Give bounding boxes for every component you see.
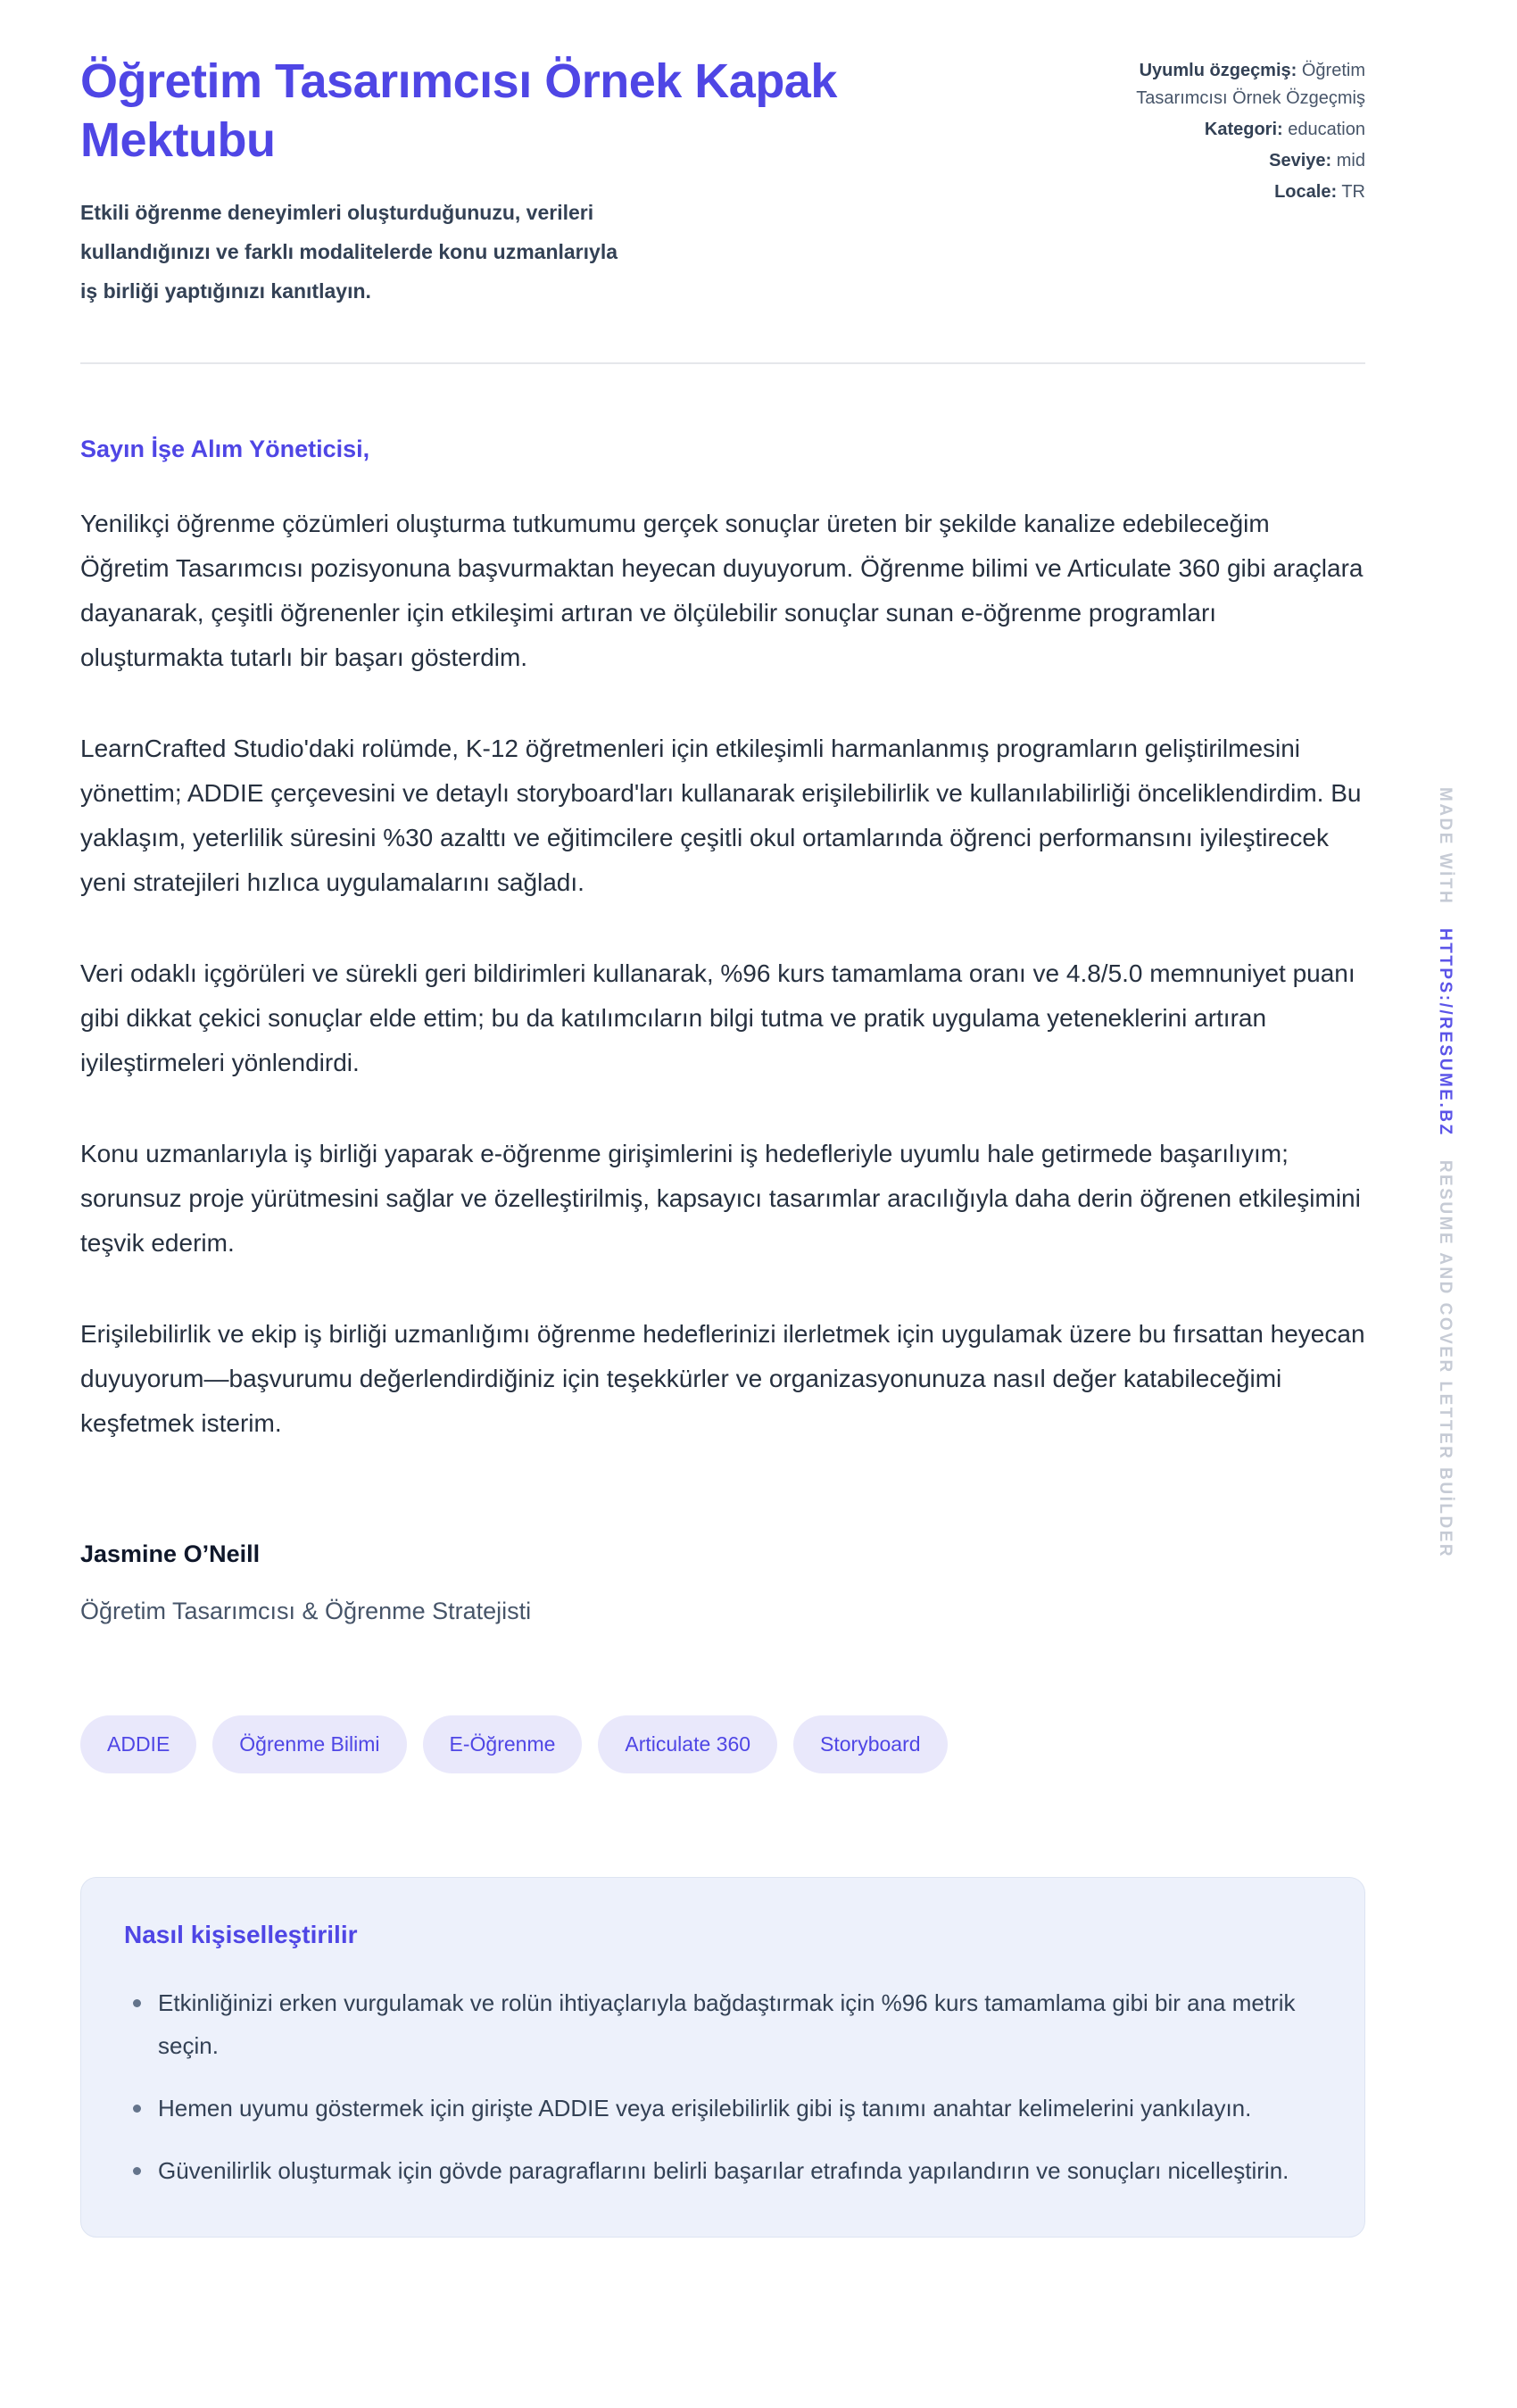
tag-pill[interactable]: Storyboard xyxy=(793,1715,948,1773)
tip-item: Etkinliğinizi erken vurgulamak ve rolün ihtiyaçlarıyla bağdaştırmak için %96 kurs tamamlama gibi bir ana metrik seçin. xyxy=(124,1981,1322,2067)
tag-pill[interactable]: Articulate 360 xyxy=(598,1715,777,1773)
meta-row-matching-resume xyxy=(1062,57,1365,112)
letter-paragraphs xyxy=(80,502,1365,1446)
meta-panel xyxy=(1062,52,1365,210)
page-subtitle: Etkili öğrenme deneyimleri oluşturduğunuzu, verileri kullandığınızı ve farklı modalitelerde konu uzmanlarıyla iş birliği yaptığınızı kanıtlayın. xyxy=(80,201,618,303)
letter-paragraph: Yenilikçi öğrenme çözümleri oluşturma tutkumumu gerçek sonuçlar üreten bir şekilde kanalize edebileceğim Öğretim Tasarımcısı pozisyonuna başvurmaktan heyecan duyuyorum. Öğrenme bilimi ve Articulate 360 gibi araçlara dayanarak, çeşitli öğrenenler için etkileşimi artıran ve ölçülebilir sonuçlar sunan e-öğrenme programları oluşturmakta tutarlı bir başarı gösterdim. xyxy=(80,510,1364,671)
tag-pill[interactable]: Öğrenme Bilimi xyxy=(212,1715,406,1773)
level-value: mid xyxy=(1336,151,1365,170)
watermark-suffix: RESUME AND COVER LETTER BUİLDER xyxy=(1436,1159,1455,1559)
letter-paragraph: Veri odaklı içgörüleri ve sürekli geri bildirimleri kullanarak, %96 kurs tamamlama oranı ve 4.8/5.0 memnuniyet puanı gibi dikkat çekici sonuçlar elde ettim; bu da katılımcıların bilgi tutma ve pratik uygulama yeteneklerini artıran iyileştirmeleri yönlendirdi. xyxy=(80,959,1355,1076)
header-divider xyxy=(80,362,1365,364)
tip-item: Güvenilirlik oluşturmak için gövde paragraflarını belirli başarılar etrafında yapılandırın ve sonuçları nicelleştirin. xyxy=(124,2149,1322,2192)
tag-pill[interactable]: ADDIE xyxy=(80,1715,196,1773)
header-title-block xyxy=(80,52,1044,311)
category-label: Kategori: xyxy=(1204,120,1283,139)
tip-list xyxy=(124,1981,1322,2192)
letter-paragraph: LearnCrafted Studio'daki rolümde, K-12 öğretmenleri için etkileşimli harmanlanmış programların geliştirilmesini yönettim; ADDIE çerçevesini ve detaylı storyboard'ları kullanarak erişilebilirlik ve kullanılabilirliği önceliklendirdim. Bu yaklaşım, yeterlilik süresini %30 azalttı ve eğitimcilere çeşitli okul ortamlarında öğrenci performansını iyileştirecek yeni stratejileri hızlıca uygulamalarını sağladı. xyxy=(80,735,1362,896)
signature-name: Jasmine O’Neill xyxy=(80,1540,261,1567)
resume-bz-link[interactable]: HTTPS://RESUME.BZ xyxy=(1436,928,1455,1137)
letter-paragraph: Erişilebilirlik ve ekip iş birliği uzmanlığımı öğrenme hedeflerinizi ilerletmek için uygulamak üzere bu fırsattan heyecan duyuyorum—başvurumu değerlendirdiğiniz için teşekkürler ve organizasyonunuza nasıl değer katabileceğimi keşfetmek isterim. xyxy=(80,1320,1365,1437)
level-label: Seviye: xyxy=(1269,151,1332,170)
tag-list xyxy=(80,1715,1365,1773)
how-to-personalize-box xyxy=(80,1877,1365,2238)
greeting: Sayın İşe Alım Yöneticisi, xyxy=(80,436,370,462)
locale-value: TR xyxy=(1341,182,1365,202)
letter-body xyxy=(80,434,1365,1626)
meta-row-level xyxy=(1062,147,1365,175)
category-value: education xyxy=(1288,120,1365,139)
locale-label: Locale: xyxy=(1274,182,1338,202)
tag-pill[interactable]: E-Öğrenme xyxy=(423,1715,583,1773)
meta-row-category xyxy=(1062,116,1365,144)
letter-paragraph: Konu uzmanlarıyla iş birliği yaparak e-öğrenme girişimlerini iş hedefleriyle uyumlu hale getirmede başarılıyım; sorunsuz proje yürütmesini sağlar ve özelleştirilmiş, kapsayıcı tasarımlar aracılığıyla daha derin öğrenen etkileşimini teşvik ederim. xyxy=(80,1140,1361,1257)
signature-title: Öğretim Tasarımcısı & Öğrenme Stratejisti xyxy=(80,1598,532,1624)
page-title: Öğretim Tasarımcısı Örnek Kapak Mektubu xyxy=(80,54,837,167)
header xyxy=(80,52,1365,311)
made-with-watermark xyxy=(1435,787,1455,1558)
meta-row-locale xyxy=(1062,179,1365,206)
tipbox-title: Nasıl kişiselleştirilir xyxy=(124,1921,358,1948)
matching-resume-label: Uyumlu özgeçmiş: xyxy=(1139,61,1297,80)
watermark-prefix: MADE WİTH xyxy=(1436,787,1455,906)
matching-resume-link[interactable]: Öğretim Tasarımcısı Örnek Özgeçmiş xyxy=(1136,61,1365,108)
tip-item: Hemen uyumu göstermek için girişte ADDIE veya erişilebilirlik gibi iş tanımı anahtar kelimelerini yankılayın. xyxy=(124,2087,1322,2130)
